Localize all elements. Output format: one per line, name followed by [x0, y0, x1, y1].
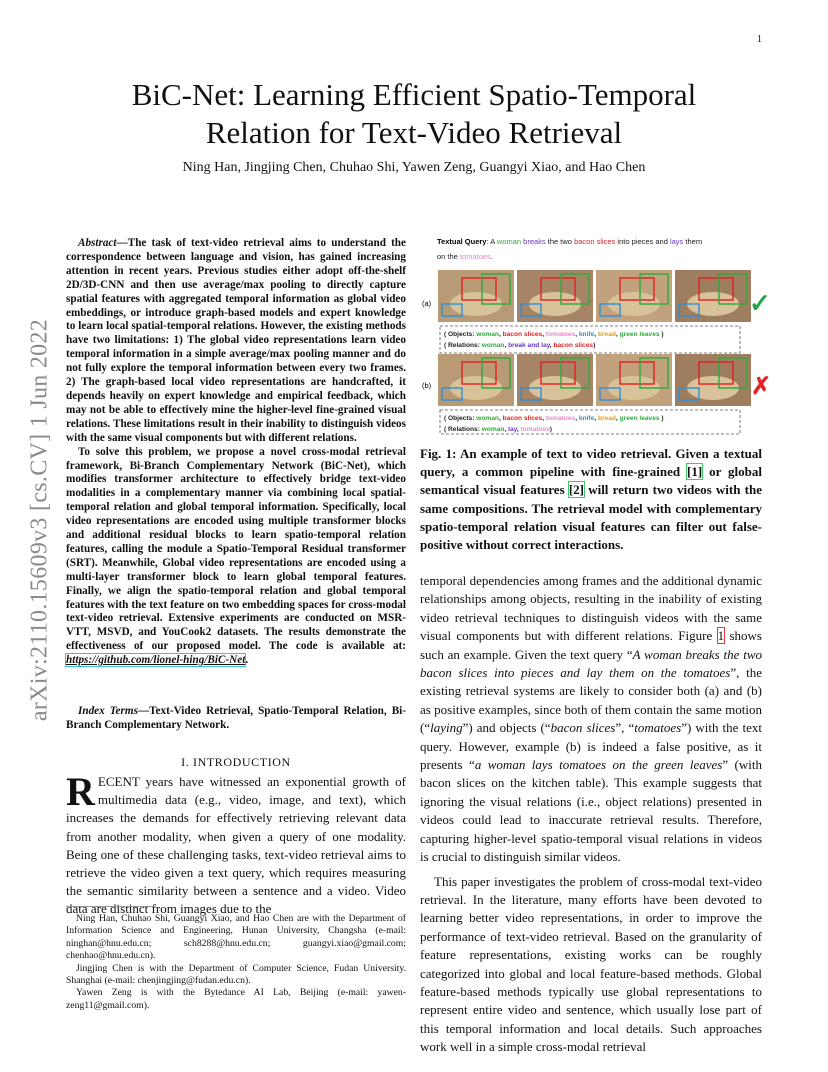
abstract-paragraph-2: [66, 446, 406, 669]
abstract-paragraph-1: [66, 237, 406, 446]
footnote-2: Jingjing Chen is with the Department of Computer Science, Fudan University. Shanghai (e-mail: chenjingjing@fudan.edu.cn).: [66, 962, 406, 987]
query-part-2: breaks: [521, 237, 546, 246]
b-relation-part-5: tomatoes: [520, 426, 550, 433]
textual-query-line-2: [437, 252, 493, 261]
a-relation-part-4: ,: [549, 342, 554, 349]
footnotes: [66, 913, 406, 1012]
arxiv-stamp: [20, 280, 60, 760]
body-paragraph-2: This paper investigates the problem of cross-modal text-video retrieval. In the literature, many efforts have been devoted to learning better video representations, in order to improve the performance of text-video retrieval. Based on the granularity of feature representations, existing works can be roughly categorized into global and local feature-based methods. Global feature-based methods typically use global representations to represent entire video and sentence, which usually lose part of this temporal information and local details. Such approaches work well in a simple cross-modal retrieval: [420, 873, 762, 1055]
a-object-part-10: ,: [615, 331, 620, 338]
row-b-label: (b): [422, 381, 432, 390]
a-relation-part-2: ,: [504, 342, 509, 349]
page-number: 1: [757, 34, 762, 45]
b-object-part-8: ,: [594, 415, 598, 422]
code-link[interactable]: https://github.com/lionel-hing/BiC-Net: [66, 654, 246, 667]
abstract-text-2: To solve this problem, we propose a novel cross-modal retrieval framework, Bi-Branch Complementary Network (BiC-Net), which modifies transformer architecture to effectively bridge text-video modalities in a complementary manner via combining local spatial-temporal relation and global temporal information. Specifically, local video representations are encoded using multiple transformer blocks and additional residual blocks to learn spatio-temporal relation features, calling the module a Spatio-Temporal Residual transformer (SRT). Meanwhile, Global video representations are encoded using a multi-layer transformer block to learn global temporal features. Finally, we align the spatio-temporal relation and global temporal features with the text feature on two embedding spaces for cross-modal text-video retrieval. Extensive experiments are conducted on MSR-VTT, MSVD, and YouCook2 datasets. The results demonstrate the effectiveness of our proposed model. The code is available at:: [66, 445, 406, 653]
row-a-relations: [444, 342, 595, 349]
body-text-g: ” (with bacon slices on the kitchen table). This example suggests that ignoring the visual relations (i.e., object relations) presented in videos could lead to inaccurate retrieval results. Therefore, capturing higher-level spatio-temporal visual relations in videos is crucial to distinguish similar videos.: [420, 757, 762, 865]
body-text-f: ”) with the text query. However, example (b) is indeed a false positive, as it presents “: [420, 720, 762, 773]
caption-text-1: Fig. 1: An example of text to video retrieval. Given a textual query, a common pipeline with fine-grained: [420, 446, 762, 480]
quote-bacon: bacon slices: [550, 720, 616, 736]
quote-tomatoes: tomatoes: [634, 720, 682, 736]
query-part-7: them: [683, 237, 703, 246]
row-b-relations: [444, 426, 552, 433]
index-terms-label: Index Terms: [78, 705, 138, 717]
arxiv-stamp-text: arXiv:2110.15609v3 [cs.CV] 1 Jun 2022: [26, 318, 53, 722]
a-object-part-3: bacon slices: [502, 331, 543, 338]
b-object-part-6: ,: [575, 415, 579, 422]
row-a-label: (a): [422, 299, 432, 308]
a-relation-part-0: ( Relations:: [444, 342, 482, 349]
section-heading-introduction: I. INTRODUCTION: [181, 755, 291, 769]
body-text-d: ”) and objects (“: [462, 720, 551, 736]
title-line-1: BiC-Net: Learning Efficient Spatio-Temporal: [131, 77, 697, 112]
abstract-text-1: —The task of text-video retrieval aims to understand the correspondence between language and vision, has gained increasing attention in recent years. Previous studies either adopt off-the-shelf 2D/3D-CNN and then use average/max pooling to directly capture spatial features with aggregated temporal information as global video embeddings, or introduce graph-based models and expert knowledge to learn local spatial-temporal relations. However, the existing methods have two limitations: 1) The global video representations learn video temporal information in a simple average/max pooling manner and do not fully explore the temporal information between every two frames. 2) The graph-based local video representations are handcrafted, it depends heavily on expert knowledge and empirical feedback, which may not be able to effectively mine the higher-level fine-grained visual relations. These limitations result in their inability to distinguish videos with the same visual components but with different relations.: [66, 237, 406, 444]
index-terms: [66, 705, 406, 733]
intro-text: years have witnessed an exponential growth of multimedia data (e.g., video, image, and text), which increases the demands for effectively retrieving relevant data from another modality, when given a query of one modality. Being one of these challenging tasks, text-video retrieval aims to retrieve the video given a text query, which requires measuring the semantic similarity between a sentence and a video. Video data are distinct from images due to the: [66, 774, 406, 917]
b-object-part-7: knife: [578, 415, 595, 422]
a-relation-part-5: bacon slices: [553, 342, 594, 349]
body-text-c: ”, the existing retrieval systems are likely to consider both (a) and (b) as positive examples, since both of them contain the same motion (“: [420, 665, 762, 736]
body-text-e: ”, “: [615, 720, 635, 736]
a-object-part-2: ,: [498, 331, 503, 338]
a-object-part-12: ): [659, 331, 664, 338]
a-relation-part-1: woman: [481, 342, 505, 349]
footnote-rule: [66, 906, 156, 907]
a-object-part-1: woman: [476, 331, 499, 338]
a-relation-part-3: break and lay: [508, 342, 550, 349]
body-text-a: temporal dependencies among frames and the additional dynamic relationships among objects, resulting in the inability of existing video retrieval techniques to distinguish videos with the same visual components but with different relations. Figure: [420, 573, 762, 644]
query-part-1: woman: [496, 237, 522, 246]
b-object-part-9: bread: [597, 415, 616, 422]
row-a-objects: [444, 331, 664, 338]
b-relation-part-0: ( Relations:: [444, 426, 482, 433]
query-part-5: into pieces and: [615, 237, 670, 246]
query-part-0: : A: [486, 237, 497, 246]
b-relation-part-1: woman: [481, 426, 505, 433]
introduction-paragraph: [66, 769, 406, 919]
footnote-1: Ning Han, Chuhao Shi, Guangyi Xiao, and Hao Chen are with the Department of Information Science and Engineering, Hunan University, Changsha (e-mail: ninghan@hnu.edu.cn; sch8288@hnu.edu.cn; guangyi.xiao@gmail.com; chenhao@hnu.edu.cn).: [66, 913, 406, 962]
textual-query-line-1: [437, 237, 702, 246]
footnote-3: Yawen Zeng is with the Bytedance AI Lab, Beijing (e-mail: yawen-zeng11@gmail.com).: [66, 987, 406, 1011]
query-part-3: the two: [545, 237, 575, 246]
quote-false-positive: a woman lays tomatoes on the green leaves: [474, 757, 723, 773]
a-object-part-9: bread: [597, 331, 616, 338]
drop-cap: R: [66, 769, 95, 814]
b-relation-part-3: lay: [508, 426, 517, 433]
a-object-part-8: ,: [594, 331, 598, 338]
quote-laying: laying: [430, 720, 463, 736]
paper-title: [90, 76, 738, 152]
query-line2-part-2: .: [490, 252, 493, 261]
b-object-part-11: green leaves: [619, 415, 660, 422]
a-object-part-6: ,: [575, 331, 579, 338]
body-paragraph-1: [420, 572, 762, 867]
check-mark-icon: ✓: [749, 289, 771, 318]
cross-mark-icon: ✗: [751, 374, 772, 400]
video-frames-b: [438, 354, 751, 406]
intro-first-word: ECENT: [97, 774, 140, 789]
index-terms-text: —Text-Video Retrieval, Spatio-Temporal Relation, Bi-Branch Complementary Network.: [66, 705, 406, 731]
query-line2-part-0: on the: [437, 252, 460, 261]
video-frames-a: [438, 270, 751, 322]
query-label: Textual Query: [437, 237, 487, 246]
citation-link-2[interactable]: [2]: [568, 482, 584, 498]
b-object-part-3: bacon slices: [502, 415, 543, 422]
a-object-part-7: knife: [578, 331, 595, 338]
caption-text-2: or global semantical visual features: [420, 464, 762, 498]
a-object-part-0: ( Objects:: [444, 331, 477, 338]
query-part-4: bacon slices: [574, 237, 616, 246]
b-relation-part-4: ,: [516, 426, 521, 433]
a-relation-part-6: ): [593, 342, 596, 349]
b-object-part-5: tomatoes: [545, 415, 576, 422]
abstract: [66, 237, 406, 668]
b-relation-part-2: ,: [504, 426, 509, 433]
row-b-objects: [444, 415, 664, 422]
author-list: Ning Han, Jingjing Chen, Chuhao Shi, Yawen Zeng, Guangyi Xiao, and Hao Chen: [182, 160, 646, 175]
figure-ref-link[interactable]: 1: [717, 628, 725, 644]
b-object-part-0: ( Objects:: [444, 415, 477, 422]
query-part-6: lays: [669, 237, 684, 246]
abstract-end: .: [245, 654, 249, 667]
b-object-part-12: ): [659, 415, 664, 422]
body-text-b: shows such an example. Given the text query “: [420, 628, 762, 662]
b-object-part-4: ,: [542, 415, 546, 422]
query-line2-part-1: tomatoes: [459, 252, 491, 261]
figure-1: [420, 232, 772, 437]
caption-text-3: will return two videos with the same compositions. The retrieval model with complementary spatio-temporal relation visual features can filter out false-positive without correct interactions.: [420, 482, 762, 553]
abstract-label: Abstract: [78, 237, 117, 249]
figure-caption: [420, 445, 762, 554]
right-column-body: [420, 572, 762, 1057]
quote-query: A woman breaks the two bacon slices into pieces and lay them on the tomatoes: [420, 646, 762, 681]
b-object-part-2: ,: [498, 415, 503, 422]
a-object-part-11: green leaves: [619, 331, 660, 338]
a-object-part-4: ,: [542, 331, 546, 338]
b-relation-part-6: ): [549, 426, 552, 433]
citation-link-1[interactable]: [1]: [687, 464, 703, 480]
a-object-part-5: tomatoes: [545, 331, 576, 338]
b-object-part-10: ,: [615, 415, 620, 422]
title-line-2: Relation for Text-Video Retrieval: [205, 115, 623, 150]
b-object-part-1: woman: [476, 415, 499, 422]
